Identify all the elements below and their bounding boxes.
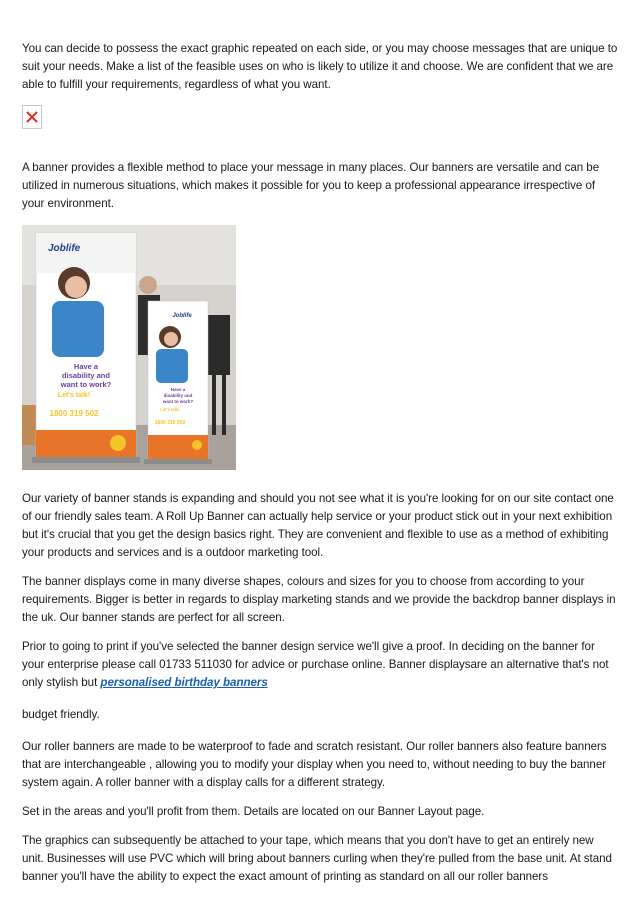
- banner-stands-photo: [22, 225, 236, 470]
- document-page: [22, 40, 618, 897]
- paragraph-9: The graphics can subsequently be attached to your tape, which means that you don't have to get an entirely new unit. Businesses will use PVC which will bring about banners curling when they're pulled from the base unit. At stand banner you'll have the ability to expect the exact amount of printing as standard on all our roller banners: [22, 834, 612, 883]
- small-banner-headline-3: want to work?: [162, 399, 194, 404]
- large-banner-cta: Let's talk!: [57, 392, 91, 399]
- large-banner-headline-1: Have a: [73, 362, 99, 371]
- small-banner-company: Joblife Employment: [156, 414, 184, 418]
- paragraph-3: Our variety of banner stands is expanding and should you not see what it is you're looking for on our site contact one of our friendly sales team. A Roll Up Banner can actually help service or your product stick out in your next exhibition but it's crucial that you get the design basics right. They are convenient and flexible to use as a method of exhibiting your products and services and is a outdoor marketing tool.: [22, 492, 614, 559]
- large-banner-phone: 1800 319 502: [49, 409, 99, 418]
- small-banner-cta: Let's talk!: [160, 407, 180, 412]
- large-banner-url: joblifeemployment.com.au: [49, 420, 95, 424]
- small-banner-headline-1: Have a: [170, 387, 186, 392]
- paragraph-7: Our roller banners are made to be waterproof to fade and scratch resistant. Our roller banners also feature banners that are interchangeable , allowing you to modify your display when you need to, without needing to buy the banner system again. A roller banner with a display calls for a different strategy.: [22, 740, 607, 789]
- paragraph-1: You can decide to possess the exact graphic repeated on each side, or you may choose messages that are unique to suit your needs. Make a list of the feasible uses on who is likely to utilize it and choose. We are confident that we are able to fulfill your requirements, regardless of what you want.: [22, 42, 618, 91]
- small-banner-url: joblifeemployment.com.au: [154, 428, 186, 431]
- broken-image-icon: [22, 105, 42, 129]
- small-banner-brand: Joblife: [172, 313, 192, 319]
- small-banner-headline-2: disability and: [163, 393, 193, 398]
- paragraph-8: Set in the areas and you'll profit from them. Details are located on our Banner Layout page.: [22, 805, 485, 818]
- paragraph-5: [22, 638, 618, 692]
- paragraph-5-text: Prior to going to print if you've selected the banner design service we'll give a proof. In deciding on the banner for your enterprise please call 01733 511030 for advice or purchase online. Banner displaysare an alternative that's not only stylish but: [22, 640, 609, 689]
- small-banner-phone: 1800 319 502: [154, 420, 186, 426]
- small-banner: [144, 301, 212, 464]
- paragraph-4: The banner displays come in many diverse shapes, colours and sizes for you to choose from according to your requirements. Bigger is better in regards to display marketing stands and we provide the backdrop banner displays in the uk. Our banner stands are perfect for all screen.: [22, 575, 616, 624]
- paragraph-6: budget friendly.: [22, 708, 100, 721]
- large-banner-headline-2: disability and: [62, 371, 110, 380]
- large-banner-headline-3: want to work?: [60, 380, 112, 389]
- large-banner: [32, 233, 140, 463]
- paragraph-2: A banner provides a flexible method to place your message in many places. Our banners are versatile and can be utilized in numerous situations, which makes it possible for you to keep a professional appearance irrespective of your environment.: [22, 161, 600, 210]
- personalised-birthday-banners-link[interactable]: personalised birthday banners: [100, 676, 268, 689]
- large-banner-brand: Joblife: [48, 243, 81, 254]
- large-banner-company: Joblife Employment: [52, 402, 92, 407]
